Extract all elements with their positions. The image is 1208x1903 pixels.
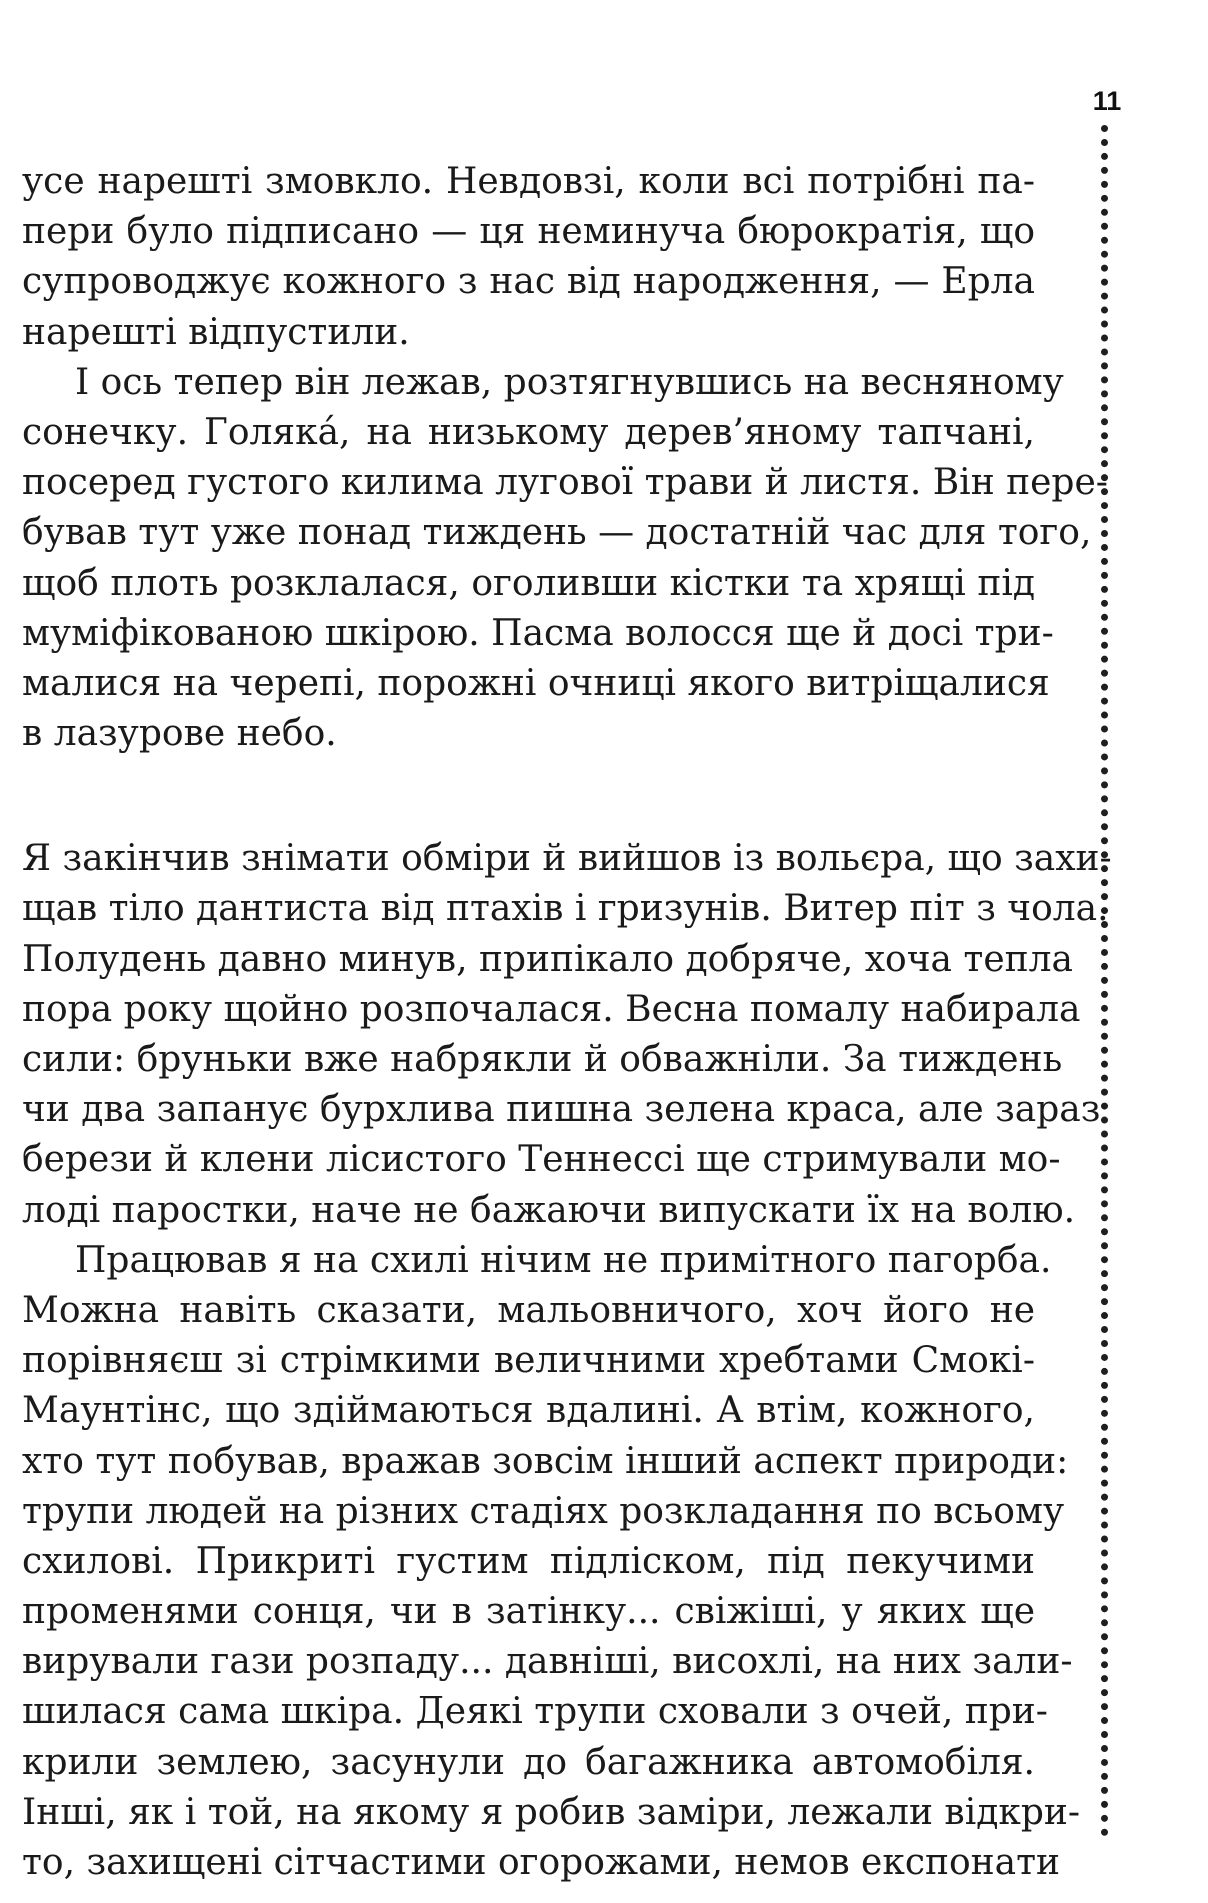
text-line: малися на черепі, порожні очниці якого витріщалися [22, 662, 1050, 704]
text-line: в лазурове небо. [22, 713, 337, 755]
text-line: бував тут уже понад тиждень — достатній час для того, [22, 512, 1092, 554]
text-line: Маунтінс, що здіймаються вдалині. А втім, кожного, [22, 1390, 1035, 1432]
text-line: щоб плоть розклалася, оголивши кістки та хрящі під [22, 562, 1035, 604]
text-line: шилася сама шкіра. Деякі трупи сховали з очей, при- [22, 1691, 1048, 1733]
text-line: променями сонця, чи в затінку... свіжіші, у яких ще [22, 1591, 1035, 1633]
page-number: 11 [1092, 86, 1122, 116]
text-line: вирували гази розпаду... давніші, висохлі, на них зали- [22, 1641, 1073, 1683]
text-line: Працював я на схилі нічим не примітного пагорба. [75, 1239, 1052, 1281]
text-line: порівняєш зі стрімкими величними хребтами Смокі- [22, 1340, 1035, 1382]
text-section-1 [22, 157, 1108, 759]
section-break [22, 759, 1035, 834]
text-line: лоді паростки, наче не бажаючи випускати їх на волю. [22, 1189, 1076, 1231]
text-line: чи два запанує бурхлива пишна зелена краса, але зараз [22, 1089, 1101, 1131]
text-line: посеред густого килима лугової трави й листя. Він пере- [22, 462, 1108, 504]
text-line: крили землею, засунули до багажника автомобіля. [22, 1741, 1035, 1783]
text-line: трупи людей на різних стадіях розкладання по всьому [22, 1490, 1065, 1532]
text-line: хто тут побував, вражав зовсім інший аспект природи: [22, 1440, 1069, 1482]
text-line: пери було підписано — ця неминуча бюрократія, що [22, 211, 1035, 253]
text-line: нарешті відпустили. [22, 311, 410, 353]
text-line: пора року щойно розпочалася. Весна помалу набирала [22, 988, 1081, 1030]
text-line: Полудень давно минув, припікало добряче, хоча тепла [22, 938, 1073, 980]
text-line: берези й клени лісистого Теннессі ще стримували мо- [22, 1139, 1061, 1181]
body-text [22, 157, 1112, 1888]
text-line: то, захищені сітчастими огорожами, немов експонати [22, 1842, 1061, 1883]
text-line: сили: бруньки вже набрякли й обважніли. За тиждень [22, 1039, 1063, 1080]
text-line: сонечку. Голяка́, на низькому дерев’яному тапчані, [22, 411, 1035, 453]
text-section-2 [22, 834, 1112, 1888]
text-line: Я закінчив знімати обміри й вийшов із вольєра, що захи- [22, 838, 1112, 880]
text-line: Можна навіть сказати, мальовничого, хоч його не [22, 1289, 1035, 1331]
text-line: схилові. Прикриті густим підліском, під пекучими [22, 1540, 1035, 1582]
text-line: усе нарешті змовкло. Невдовзі, коли всі потрібні па- [22, 161, 1035, 202]
text-line: І ось тепер він лежав, розтягнувшись на весняному [75, 361, 1064, 403]
text-line: щав тіло дантиста від птахів і гризунів. Витер піт з чола. [22, 888, 1109, 930]
text-line: супроводжує кожного з нас від народження, — Ерла [22, 261, 1035, 303]
text-line: Інші, як і той, на якому я робив заміри, лежали відкри- [22, 1791, 1081, 1833]
dotted-margin-rule [1101, 125, 1108, 1837]
text-line: муміфікованою шкірою. Пасма волосся ще й досі три- [22, 612, 1054, 654]
